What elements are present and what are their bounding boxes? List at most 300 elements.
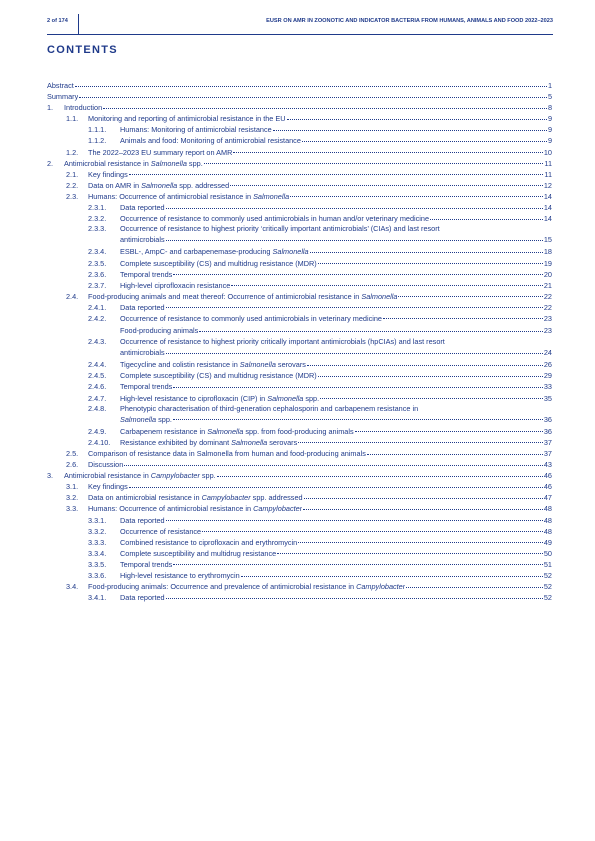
toc-entry-number: 2.3. [66, 191, 79, 201]
page-number: 2 of 174 [47, 18, 68, 24]
toc-entry-title [88, 448, 366, 459]
toc-entry[interactable] [47, 570, 552, 581]
toc-entry-number: 3.3.6. [88, 571, 107, 581]
toc-page-number: 51 [543, 559, 552, 569]
toc-entry[interactable] [47, 169, 552, 180]
toc-title-italic: Salmonella [207, 426, 244, 436]
toc-entry[interactable] [47, 80, 552, 91]
toc-title-text: antimicrobials [120, 348, 165, 358]
toc-entry-title [88, 180, 229, 191]
toc-entry-line [120, 224, 552, 233]
toc-page-number: 48 [543, 526, 552, 536]
toc-entry-title [120, 437, 297, 448]
toc-entry[interactable] [47, 404, 552, 413]
toc-entry-line [47, 80, 552, 91]
toc-title-text: spp. from food-producing animals [243, 426, 354, 436]
toc-title-text: Animals and food: Monitoring of antimicrobial resistance [120, 136, 301, 146]
toc-title-italic: Salmonella [272, 247, 309, 257]
toc-entry-number: 2.4.4. [88, 360, 107, 370]
toc-entry-line [120, 570, 552, 581]
toc-entry-line [120, 346, 552, 359]
dot-leader [318, 376, 543, 377]
toc-entry[interactable] [47, 559, 552, 570]
toc-title-text: Data reported [120, 203, 165, 213]
toc-entry-number: 3.3.3. [88, 537, 107, 547]
toc-title-text: Complete susceptibility and multidrug resistance [120, 548, 277, 558]
toc-entry-continuation[interactable] [47, 413, 552, 426]
toc-entry-title [120, 346, 165, 359]
toc-entry-title [120, 233, 165, 246]
toc-entry-title [88, 147, 232, 158]
toc-entry-number: 3.3.1. [88, 515, 107, 525]
toc-entry-title [88, 503, 302, 514]
toc-entry-number: 2.4.7. [88, 393, 107, 403]
dot-leader [318, 263, 543, 264]
toc-entry-line [88, 459, 552, 470]
toc-title-text: Occurrence of resistance to commonly used antimicrobials in veterinary medicine [120, 313, 382, 323]
toc-entry-number: 2.3.1. [88, 203, 107, 213]
toc-entry-line [120, 359, 552, 370]
toc-title-text: Humans: Occurrence of antimicrobial resistance in [88, 191, 254, 201]
toc-entry-title [120, 413, 172, 426]
toc-entry-continuation[interactable] [47, 324, 552, 337]
toc-entry-line [120, 213, 552, 224]
toc-entry-line [88, 291, 552, 302]
table-of-contents [47, 80, 552, 603]
toc-entry-continuation[interactable] [47, 346, 552, 359]
toc-entry[interactable] [47, 313, 552, 324]
toc-page-number: 43 [543, 460, 552, 470]
toc-page-number: 46 [543, 482, 552, 492]
page-header [47, 14, 553, 35]
toc-page-number: 48 [543, 504, 552, 514]
toc-entry-title [120, 337, 445, 346]
toc-entry-title [120, 280, 230, 291]
toc-entry-title [120, 526, 201, 537]
dot-leader [217, 476, 543, 477]
toc-entry-title [64, 158, 203, 169]
toc-entry-number: 2.3.2. [88, 214, 107, 224]
toc-entry-line [120, 337, 552, 346]
toc-title-text: spp. [156, 414, 172, 424]
toc-page-number: 11 [544, 158, 552, 168]
toc-entry-continuation[interactable] [47, 233, 552, 246]
contents-heading: CONTENTS [47, 44, 118, 56]
dot-leader [298, 542, 543, 543]
dot-leader [230, 185, 543, 186]
dot-leader [173, 419, 543, 420]
dot-leader [303, 509, 543, 510]
toc-entry-number: 2.2. [66, 180, 79, 190]
toc-entry[interactable] [47, 269, 552, 280]
toc-page-number: 22 [543, 291, 552, 301]
toc-page-number: 49 [543, 537, 552, 547]
dot-leader [307, 365, 543, 366]
toc-entry-line [120, 302, 552, 313]
toc-entry-number: 3.3.4. [88, 548, 107, 558]
toc-entry-title [88, 459, 123, 470]
dot-leader [302, 141, 547, 142]
toc-entry[interactable] [47, 526, 552, 537]
toc-entry-title [88, 581, 405, 592]
toc-title-text: Temporal trends [120, 559, 173, 569]
toc-entry-number: 3.3. [66, 504, 79, 514]
toc-entry-title [88, 113, 286, 124]
dot-leader [103, 108, 547, 109]
toc-entry-title [64, 102, 102, 113]
toc-entry-number: 3.3.2. [88, 526, 107, 536]
toc-entry[interactable] [47, 180, 552, 191]
toc-page-number: 36 [543, 426, 552, 436]
toc-title-text: Data reported [120, 593, 165, 603]
toc-entry-number: 2. [47, 158, 54, 168]
toc-title-text: serovars [275, 360, 306, 370]
toc-title-text: Introduction [64, 103, 103, 113]
toc-entry-line [120, 258, 552, 269]
toc-entry-line [120, 246, 552, 257]
toc-entry-title [120, 359, 306, 370]
toc-entry-line [64, 102, 552, 113]
toc-page-number: 26 [543, 360, 552, 370]
toc-title-text: Temporal trends [120, 382, 173, 392]
toc-title-italic: Salmonella [361, 291, 398, 301]
toc-page-number: 37 [543, 449, 552, 458]
toc-entry-title [88, 291, 397, 302]
toc-entry[interactable] [47, 426, 552, 437]
toc-title-italic: Campylobacter [150, 471, 200, 481]
dot-leader [199, 331, 543, 332]
header-divider [78, 14, 79, 34]
toc-entry-number: 2.3.5. [88, 258, 107, 268]
dot-leader [202, 531, 543, 532]
toc-entry-title [88, 481, 128, 492]
toc-page-number: 37 [543, 437, 552, 447]
dot-leader [290, 196, 543, 197]
toc-entry[interactable] [47, 592, 552, 603]
toc-title-text: Summary [47, 92, 79, 102]
dot-leader [166, 307, 543, 308]
dot-leader [75, 86, 547, 87]
toc-entry-line [120, 426, 552, 437]
dot-leader [231, 285, 543, 286]
dot-leader [233, 152, 542, 153]
toc-entry[interactable] [47, 548, 552, 559]
toc-title-text: Key findings [88, 482, 128, 492]
toc-page-number: 14 [543, 203, 552, 213]
toc-entry-title [88, 492, 303, 503]
toc-entry-number: 3.1. [66, 482, 79, 492]
toc-entry-number: 3. [47, 471, 54, 481]
toc-entry-title [88, 191, 289, 202]
toc-entry-title [120, 570, 240, 581]
toc-title-text: Key findings [88, 169, 128, 179]
dot-leader [166, 353, 543, 354]
toc-page-number: 36 [543, 414, 552, 424]
toc-entry-number: 2.3.3. [88, 224, 107, 234]
toc-entry[interactable] [47, 492, 552, 503]
toc-entry[interactable] [47, 213, 552, 224]
toc-title-text: High-level resistance to ciprofloxacin (CIP) in [120, 393, 268, 403]
toc-page-number: 1 [547, 81, 552, 90]
toc-title-text: Data reported [120, 515, 165, 525]
toc-page-number: 11 [544, 169, 552, 179]
toc-title-text: Antimicrobial resistance in [64, 158, 151, 168]
toc-title-text: spp. addressed [250, 493, 303, 503]
toc-page-number: 15 [543, 235, 552, 245]
toc-title-text: Food-producing animals [120, 326, 199, 336]
toc-entry-line [120, 413, 552, 426]
toc-entry-line [88, 581, 552, 592]
toc-page-number: 9 [547, 136, 552, 146]
toc-entry-number: 2.4.5. [88, 371, 107, 381]
toc-page-number: 48 [543, 515, 552, 525]
toc-entry-line [120, 124, 552, 135]
toc-page-number: 8 [547, 103, 552, 113]
toc-entry-number: 2.1. [66, 169, 79, 179]
toc-entry-title [120, 370, 317, 381]
toc-entry-number: 3.2. [66, 493, 79, 503]
toc-entry-number: 2.4.10. [88, 437, 111, 447]
toc-entry[interactable] [47, 459, 552, 470]
toc-entry[interactable] [47, 370, 552, 381]
toc-title-text: Complete susceptibility (CS) and multidrug resistance (MDR) [120, 258, 317, 268]
toc-entry[interactable] [47, 437, 552, 448]
toc-entry-number: 3.3.5. [88, 559, 107, 569]
toc-entry[interactable] [47, 470, 552, 481]
toc-title-text: Data on antimicrobial resistance in [88, 493, 202, 503]
toc-entry-line [120, 370, 552, 381]
toc-title-text: spp. [199, 471, 216, 481]
dot-leader [129, 174, 544, 175]
toc-entry-title [120, 224, 440, 233]
toc-entry[interactable] [47, 202, 552, 213]
toc-entry-line [88, 180, 552, 191]
toc-entry[interactable] [47, 147, 552, 158]
toc-entry[interactable] [47, 191, 552, 202]
dot-leader [166, 598, 543, 599]
toc-entry-number: 1.1.2. [88, 136, 107, 146]
toc-entry-title [120, 404, 418, 413]
toc-entry-title [120, 269, 172, 280]
toc-title-text: Carbapenem resistance in [120, 426, 208, 436]
toc-entry-title [47, 91, 78, 102]
toc-title-italic: Salmonella [120, 414, 157, 424]
toc-title-text: Food-producing animals: Occurrence and prevalence of antimicrobial resistance in [88, 582, 357, 592]
toc-title-text: Phenotypic characterisation of third-generation cephalosporin and carbapenem resistance in [120, 403, 419, 413]
toc-page-number: 35 [543, 393, 552, 403]
toc-entry-number: 2.4.3. [88, 337, 107, 347]
toc-page-number: 46 [543, 471, 552, 481]
toc-page-number: 24 [543, 348, 552, 358]
toc-entry[interactable] [47, 158, 552, 169]
toc-entry-title [120, 135, 301, 146]
toc-entry-line [88, 147, 552, 158]
dot-leader [298, 442, 543, 443]
toc-entry-number: 2.5. [66, 449, 79, 458]
toc-title-text: Antimicrobial resistance in [64, 471, 151, 481]
toc-page-number: 47 [543, 493, 552, 503]
toc-entry-line [120, 135, 552, 146]
toc-page-number: 21 [543, 280, 552, 290]
toc-entry[interactable] [47, 135, 552, 146]
dot-leader [204, 163, 544, 164]
toc-title-italic: Salmonella [141, 180, 178, 190]
toc-entry-line [88, 448, 552, 459]
toc-entry[interactable] [47, 448, 552, 459]
toc-entry-line [47, 91, 552, 102]
toc-entry[interactable] [47, 124, 552, 135]
toc-entry-line [120, 393, 552, 404]
toc-entry[interactable] [47, 581, 552, 592]
toc-entry-line [120, 381, 552, 392]
toc-page-number: 52 [543, 593, 552, 603]
toc-page-number: 12 [543, 180, 552, 190]
toc-title-text: spp. addressed [177, 180, 230, 190]
dot-leader [241, 576, 543, 577]
toc-title-text: Humans: Occurrence of antimicrobial resistance in [88, 504, 254, 514]
toc-page-number: 52 [543, 571, 552, 581]
dot-leader [173, 274, 543, 275]
toc-title-text: Occurrence of resistance [120, 526, 202, 536]
toc-entry[interactable] [47, 359, 552, 370]
toc-entry[interactable] [47, 337, 552, 346]
toc-title-text: Data on AMR in [88, 180, 142, 190]
toc-page-number: 14 [543, 191, 552, 201]
toc-entry-title [47, 80, 74, 91]
toc-entry-title [120, 537, 297, 548]
toc-entry[interactable] [47, 258, 552, 269]
toc-entry[interactable] [47, 503, 552, 514]
toc-title-text: serovars [267, 437, 298, 447]
dot-leader [430, 219, 543, 220]
dot-leader [406, 587, 543, 588]
toc-entry[interactable] [47, 91, 552, 102]
dot-leader [166, 240, 543, 241]
toc-entry-line [120, 559, 552, 570]
toc-entry-line [120, 437, 552, 448]
dot-leader [367, 454, 543, 455]
toc-entry-line [88, 169, 552, 180]
toc-entry-title [120, 592, 165, 603]
toc-entry-title [120, 202, 165, 213]
toc-entry-line [120, 537, 552, 548]
toc-title-text: Monitoring and reporting of antimicrobial resistance in the EU [88, 114, 286, 124]
toc-page-number: 50 [543, 548, 552, 558]
toc-entry-number: 2.4.1. [88, 302, 107, 312]
toc-entry[interactable] [47, 537, 552, 548]
toc-entry-number: 2.4.9. [88, 426, 107, 436]
toc-title-text: Combined resistance to ciprofloxacin and erythromycin [120, 537, 298, 547]
dot-leader [273, 130, 547, 131]
toc-title-italic: Campylobacter [356, 582, 406, 592]
toc-title-text: Data reported [120, 302, 165, 312]
toc-title-text: Comparison of resistance data in Salmonella from human and food-producing animals [88, 449, 366, 458]
toc-entry-number: 1.1.1. [88, 125, 107, 135]
toc-title-text: Occurrence of resistance to highest priority critically important antimicrobials (hpCIAs) and last resort [120, 337, 445, 347]
toc-entry-line [120, 280, 552, 291]
toc-title-italic: Salmonella [267, 393, 304, 403]
toc-entry-line [120, 515, 552, 526]
toc-title-text: antimicrobials [120, 235, 165, 245]
toc-title-text: High-level ciprofloxacin resistance [120, 280, 231, 290]
toc-entry-title [120, 393, 319, 404]
toc-title-text: Complete susceptibility (CS) and multidrug resistance (MDR) [120, 371, 317, 381]
toc-page-number: 23 [543, 313, 552, 323]
toc-entry-line [120, 269, 552, 280]
toc-entry-title [120, 548, 276, 559]
toc-title-text: Discussion [88, 460, 124, 470]
toc-entry[interactable] [47, 302, 552, 313]
toc-entry-number: 2.3.7. [88, 280, 107, 290]
toc-page-number: 33 [543, 382, 552, 392]
toc-entry-title [120, 559, 172, 570]
toc-title-text: Occurrence of resistance to highest priority ‘critically important antimicrobials’ (CIAs) and last resort [120, 224, 440, 234]
toc-page-number: 10 [543, 147, 552, 157]
toc-entry[interactable] [47, 224, 552, 233]
toc-title-text: Occurrence of resistance to commonly used antimicrobials in human and/or veterinary medicine [120, 214, 430, 224]
toc-entry[interactable] [47, 291, 552, 302]
toc-entry-number: 2.4. [66, 291, 79, 301]
dot-leader [398, 296, 542, 297]
toc-entry-title [120, 258, 317, 269]
toc-entry-number: 2.6. [66, 460, 79, 470]
toc-entry-number: 2.4.8. [88, 403, 107, 413]
toc-entry[interactable] [47, 246, 552, 257]
toc-entry[interactable] [47, 481, 552, 492]
toc-entry-title [120, 324, 198, 337]
dot-leader [310, 252, 543, 253]
toc-page-number: 29 [543, 371, 552, 381]
dot-leader [277, 553, 543, 554]
dot-leader [355, 431, 543, 432]
dot-leader [173, 387, 543, 388]
toc-entry[interactable] [47, 381, 552, 392]
toc-entry-line [88, 191, 552, 202]
toc-entry-line [120, 592, 552, 603]
toc-entry-number: 2.4.2. [88, 313, 107, 323]
toc-page-number: 22 [543, 302, 552, 312]
toc-entry-title [88, 169, 128, 180]
toc-title-text: Humans: Monitoring of antimicrobial resistance [120, 125, 272, 135]
toc-page-number: 19 [543, 258, 552, 268]
toc-entry[interactable] [47, 113, 552, 124]
dot-leader [79, 97, 547, 98]
dot-leader [124, 465, 543, 466]
toc-entry-number: 2.3.4. [88, 247, 107, 257]
toc-title-text: Abstract [47, 81, 74, 90]
toc-page-number: 9 [547, 114, 552, 124]
toc-entry-title [120, 246, 309, 257]
toc-entry-number: 3.4.1. [88, 593, 107, 603]
toc-page-number: 20 [543, 269, 552, 279]
toc-entry[interactable] [47, 102, 552, 113]
toc-entry-number: 1.1. [66, 114, 79, 124]
toc-entry[interactable] [47, 515, 552, 526]
toc-title-text: spp. [186, 158, 203, 168]
toc-entry[interactable] [47, 280, 552, 291]
toc-entry-line [88, 481, 552, 492]
toc-title-text: Tigecycline and colistin resistance in [120, 360, 240, 370]
dot-leader [383, 318, 543, 319]
toc-entry-number: 2.4.6. [88, 382, 107, 392]
toc-entry-title [120, 313, 382, 324]
dot-leader [166, 208, 543, 209]
toc-page-number: 5 [547, 92, 552, 102]
toc-entry[interactable] [47, 393, 552, 404]
toc-entry-line [64, 158, 552, 169]
toc-page-number: 9 [547, 125, 552, 135]
toc-entry-line [120, 313, 552, 324]
